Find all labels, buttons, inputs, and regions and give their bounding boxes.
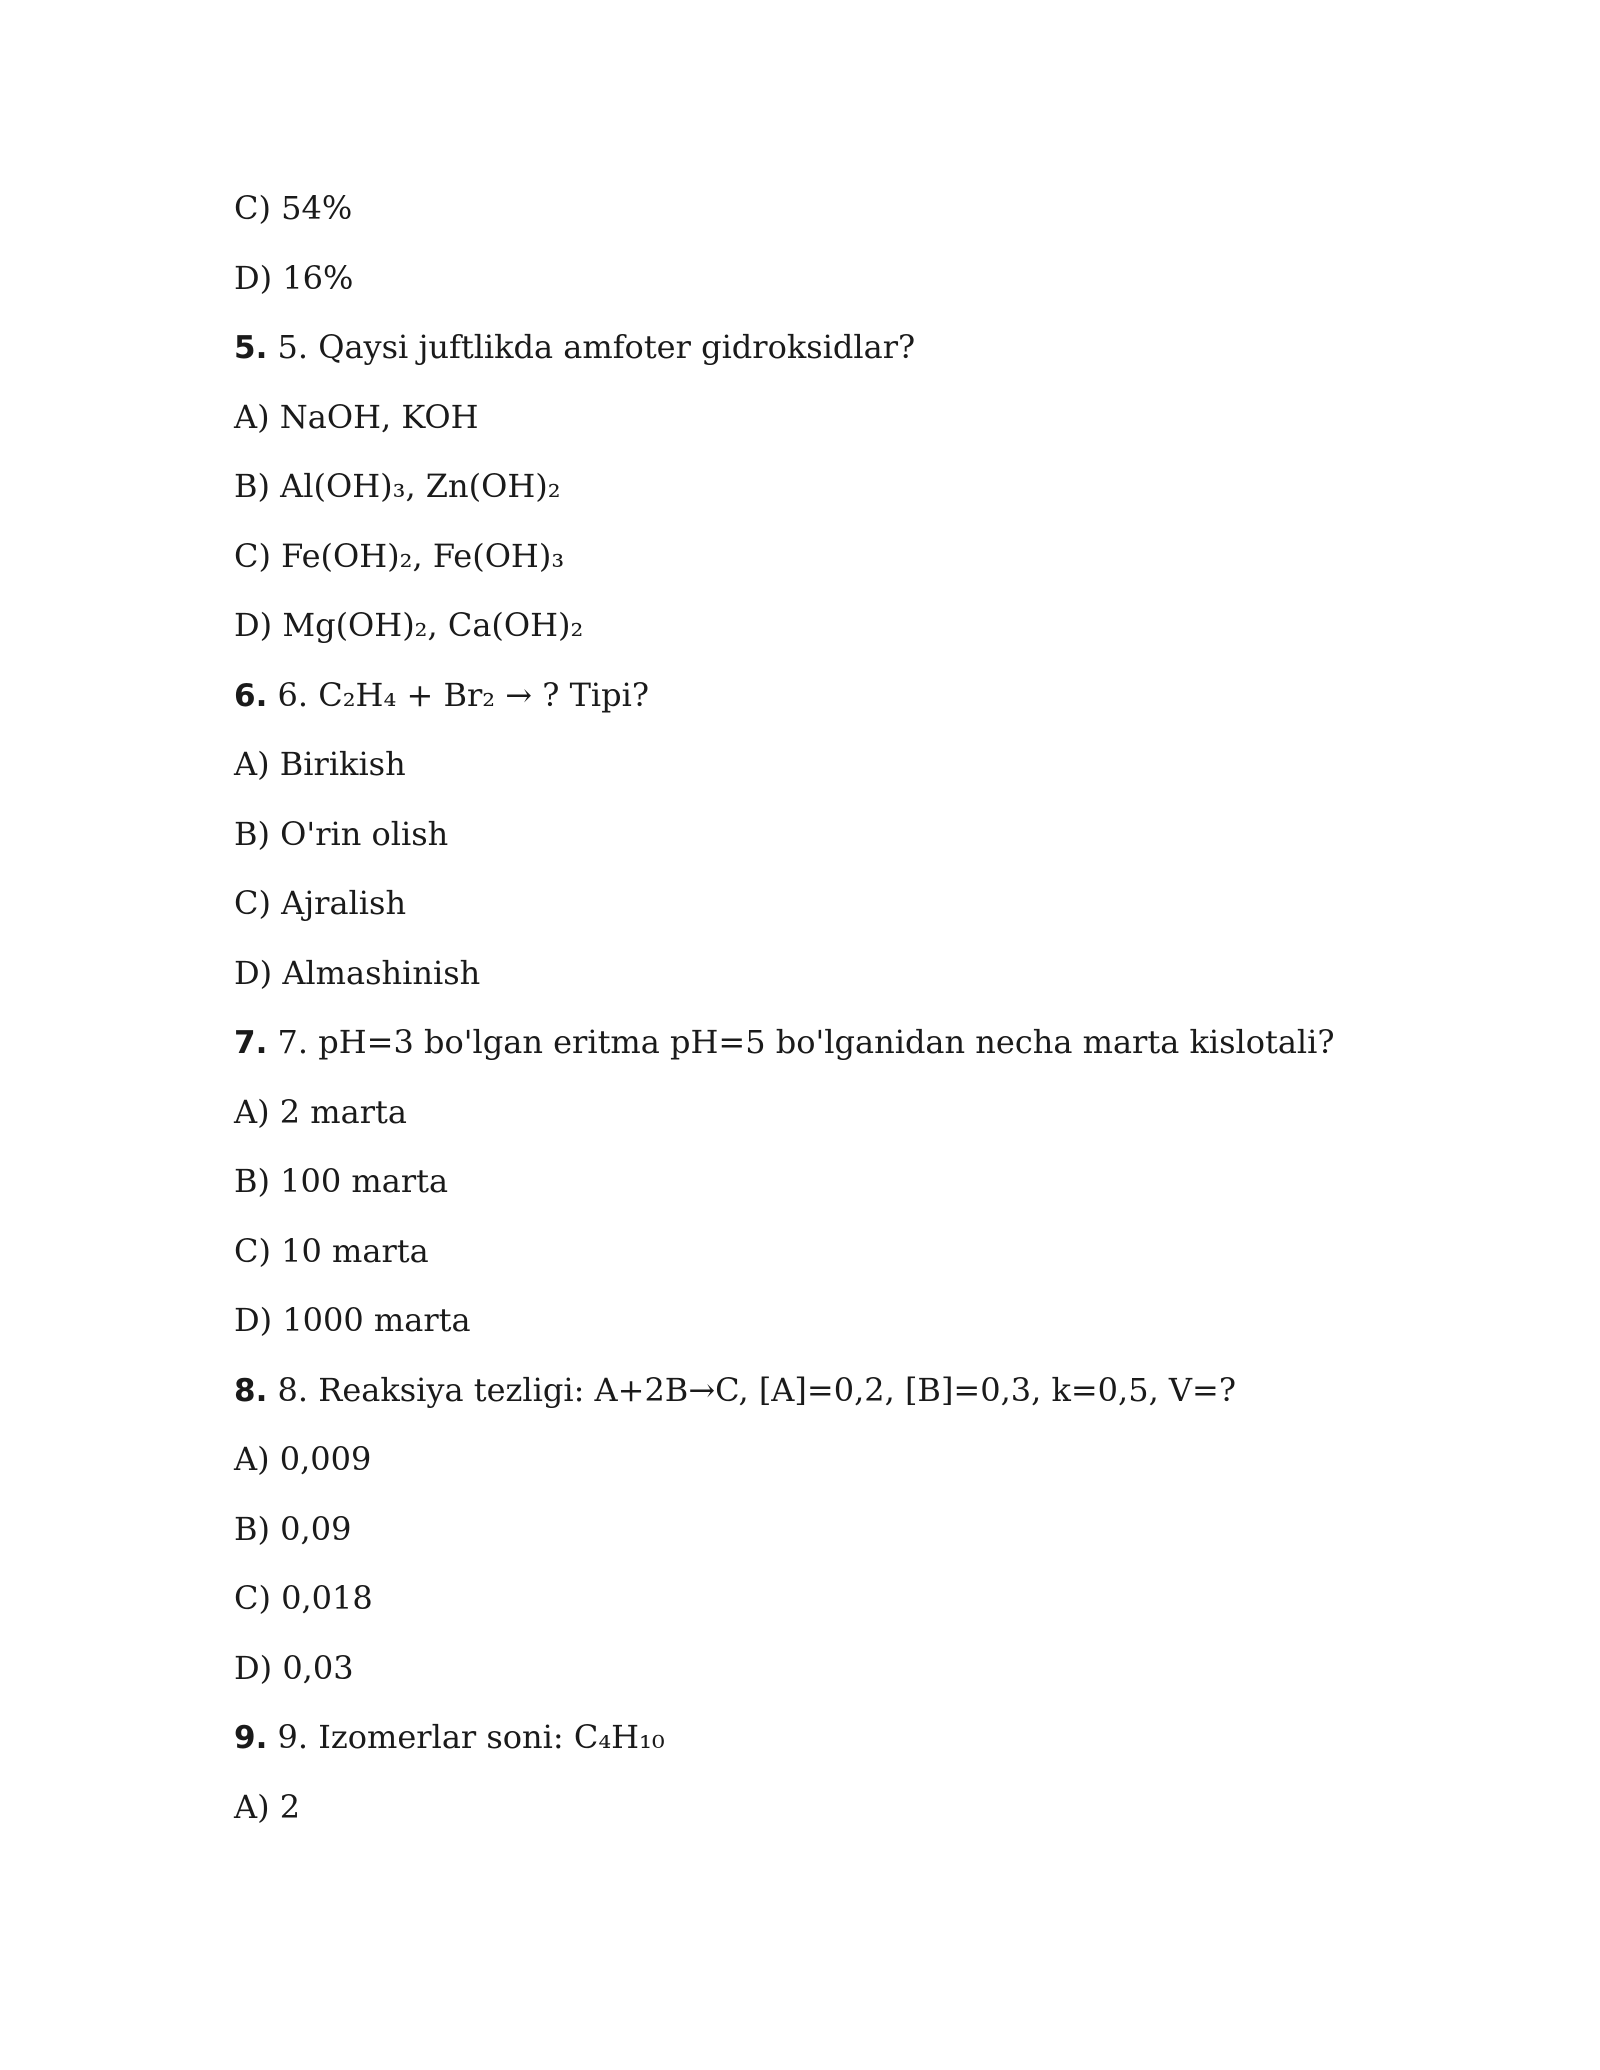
option-text: D) 0,03 xyxy=(234,1648,354,1687)
option-text: B) 0,09 xyxy=(234,1509,352,1548)
option-line xyxy=(234,528,1434,598)
option-text: D) 1000 marta xyxy=(234,1301,471,1339)
option-text: B) O'rin olish xyxy=(234,814,449,853)
question-number: 9. xyxy=(234,1720,268,1756)
option-line xyxy=(234,250,1434,320)
option-text: C) Fe(OH)₂, Fe(OH)₃ xyxy=(234,536,565,575)
question-text: 6. C₂H₄ + Br₂ → ? Tipi? xyxy=(277,675,650,714)
option-text: D) 16% xyxy=(234,258,354,297)
option-text: A) Birikish xyxy=(234,745,406,783)
option-line xyxy=(234,945,1434,1015)
question-text: 9. Izomerlar soni: C₄H₁₀ xyxy=(277,1718,665,1756)
option-line xyxy=(234,1570,1434,1640)
option-line xyxy=(234,1223,1434,1293)
question-line xyxy=(234,1709,1434,1779)
question-number: 8. xyxy=(234,1372,268,1409)
option-text: C) 10 marta xyxy=(234,1231,429,1270)
option-line xyxy=(234,458,1434,528)
option-text: C) Ajralish xyxy=(234,884,407,922)
option-text: C) 54% xyxy=(234,189,353,227)
option-line xyxy=(234,806,1434,876)
option-text: D) Mg(OH)₂, Ca(OH)₂ xyxy=(234,606,584,644)
question-line xyxy=(234,1014,1434,1084)
option-line xyxy=(234,1431,1434,1501)
option-line xyxy=(234,597,1434,667)
option-line xyxy=(234,1640,1434,1710)
option-text: B) 100 marta xyxy=(234,1162,449,1200)
question-line xyxy=(234,667,1434,737)
option-text: A) NaOH, KOH xyxy=(234,397,479,436)
quiz-content xyxy=(234,180,1434,1848)
option-line xyxy=(234,736,1434,806)
question-number: 7. xyxy=(234,1025,268,1061)
question-line xyxy=(234,1362,1434,1432)
option-line xyxy=(234,875,1434,945)
option-text: A) 2 xyxy=(234,1787,301,1826)
option-line xyxy=(234,1153,1434,1223)
question-text: 8. Reaksiya tezligi: A+2B→C, [A]=0,2, [B]=0,3, k=0,5, V=? xyxy=(277,1370,1236,1409)
option-line xyxy=(234,1779,1434,1849)
option-line xyxy=(234,1084,1434,1154)
question-text: 7. pH=3 bo'lgan eritma pH=5 bo'lganidan necha marta kislotali? xyxy=(277,1023,1335,1061)
option-text: D) Almashinish xyxy=(234,953,481,992)
option-text: A) 0,009 xyxy=(234,1440,372,1478)
question-text: 5. Qaysi juftlikda amfoter gidroksidlar? xyxy=(277,328,916,366)
option-line xyxy=(234,1292,1434,1362)
option-line xyxy=(234,180,1434,250)
option-text: B) Al(OH)₃, Zn(OH)₂ xyxy=(234,467,561,505)
question-line xyxy=(234,319,1434,389)
option-line xyxy=(234,389,1434,459)
question-number: 6. xyxy=(234,677,268,714)
option-text: A) 2 marta xyxy=(234,1092,407,1131)
question-number: 5. xyxy=(234,330,268,366)
option-line xyxy=(234,1501,1434,1571)
option-text: C) 0,018 xyxy=(234,1579,373,1617)
